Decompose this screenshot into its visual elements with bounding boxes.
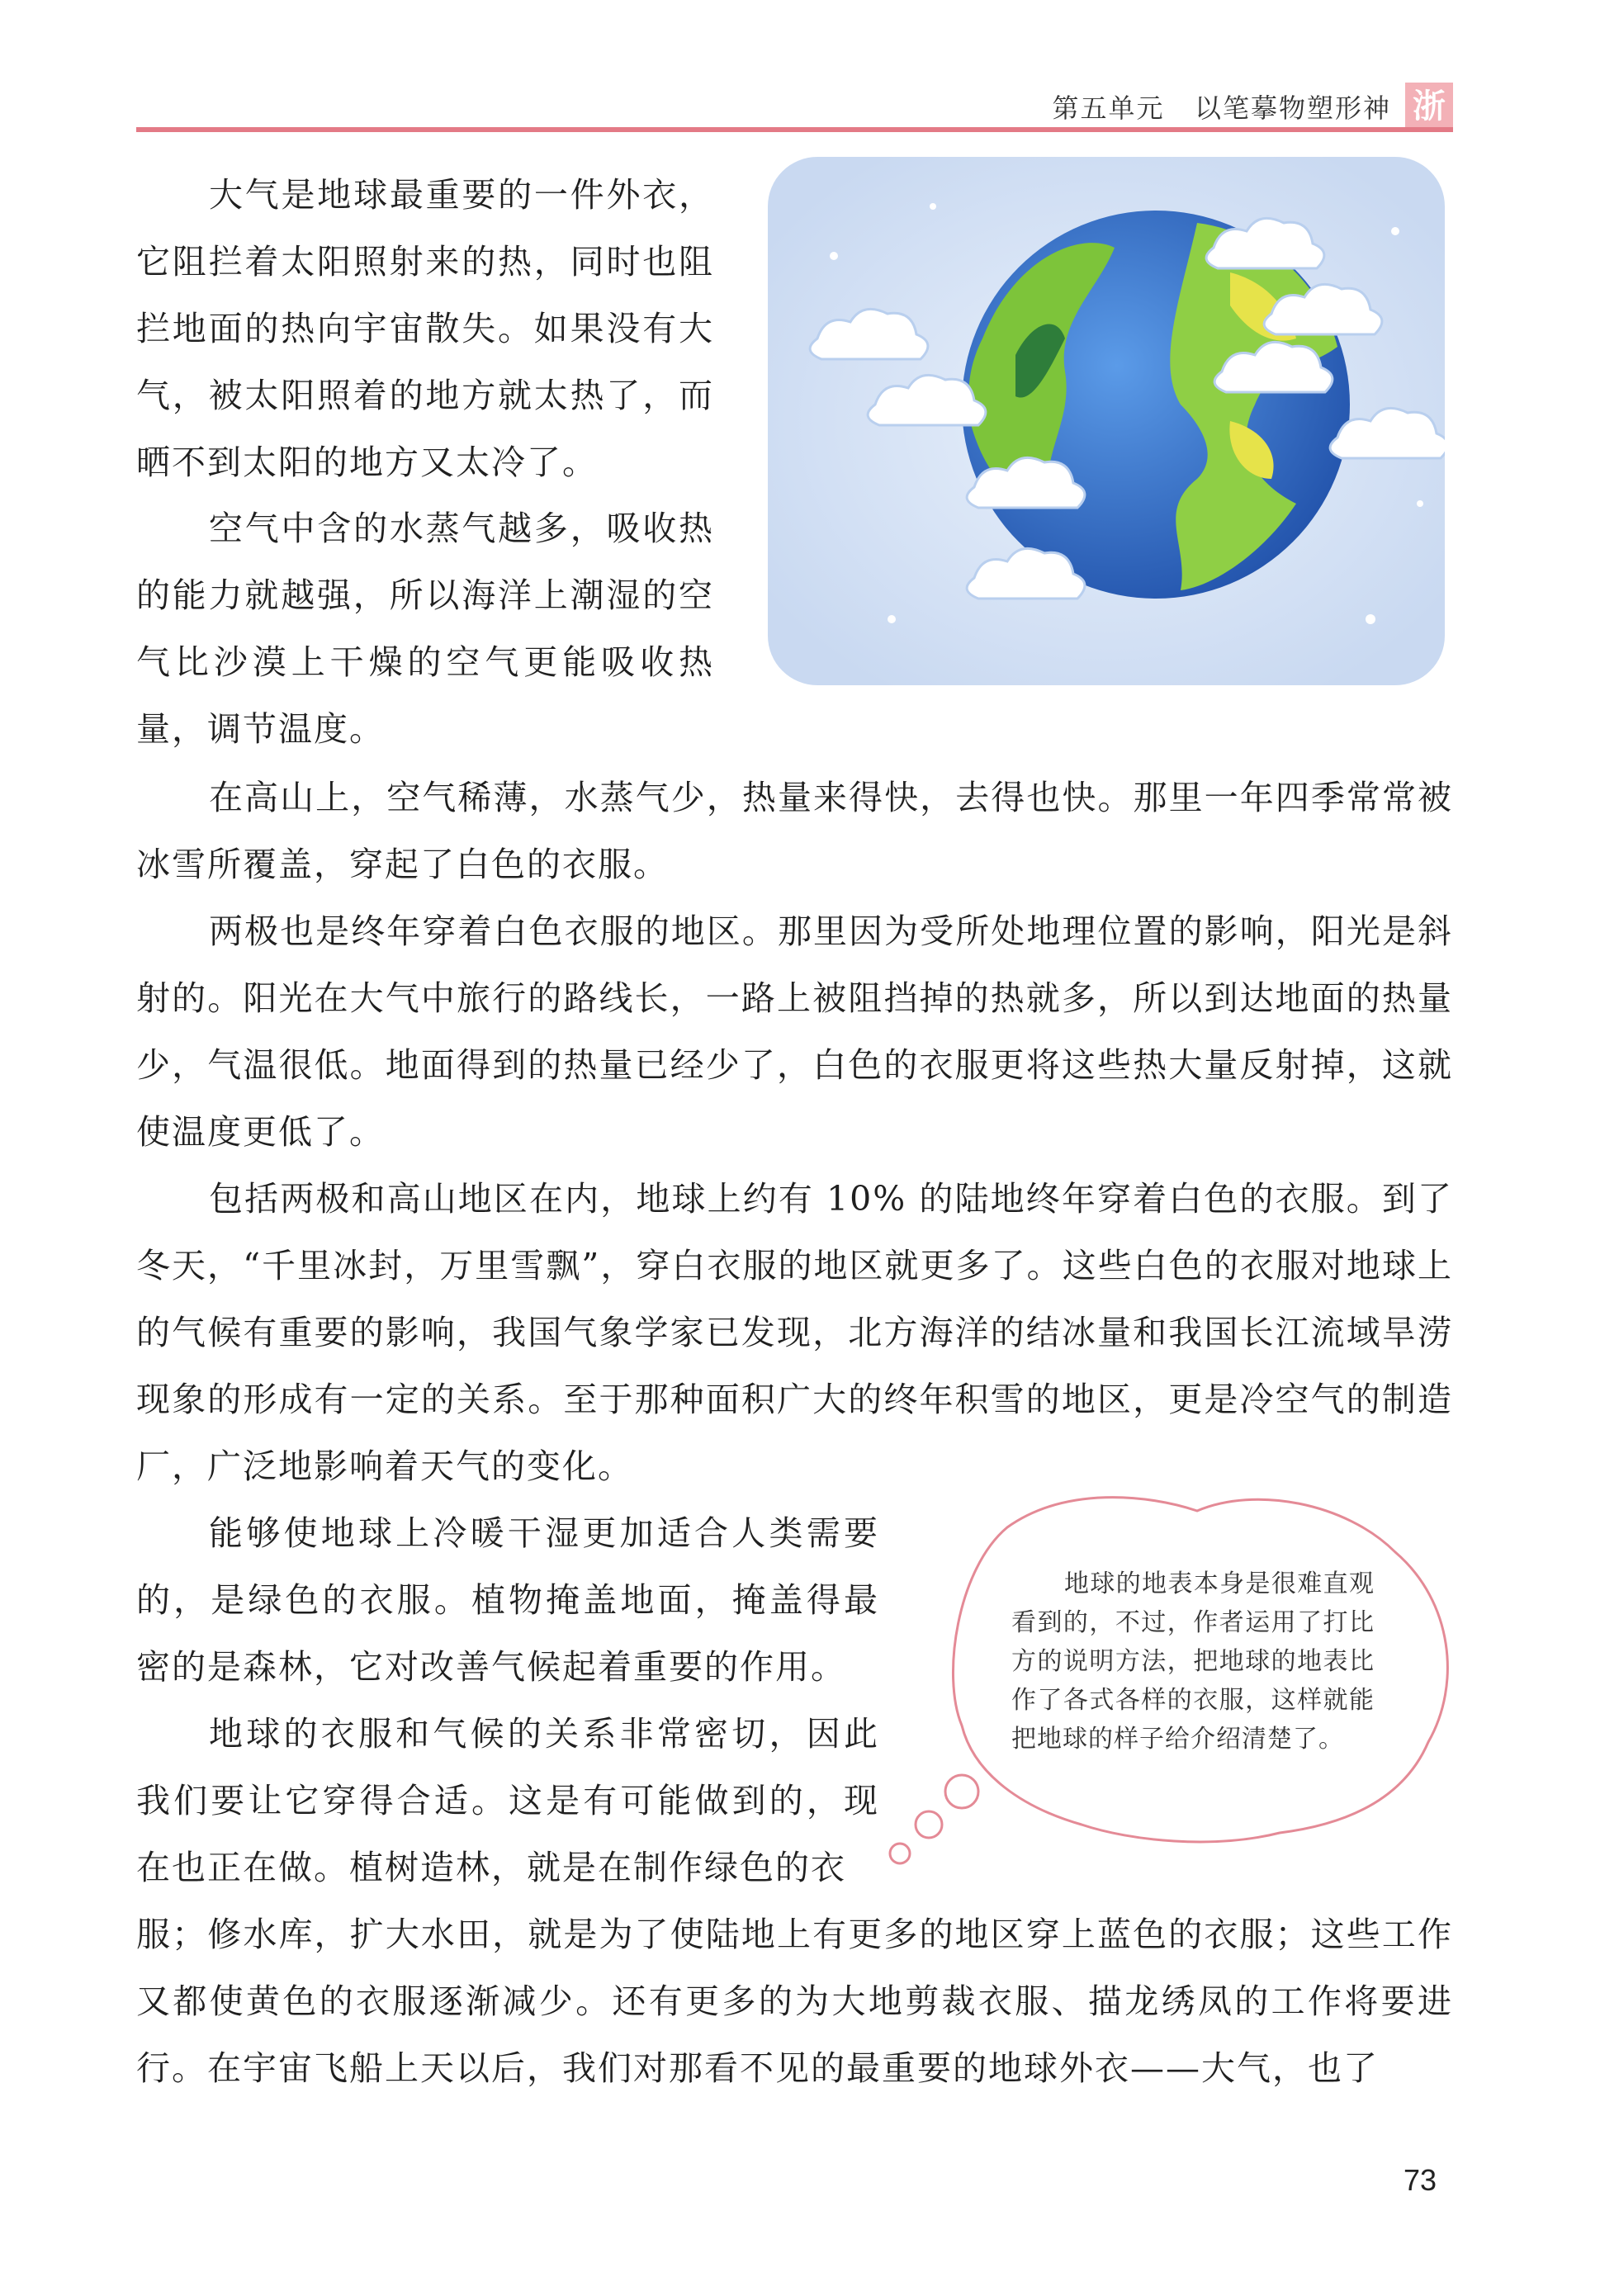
bubble-dot: [916, 1811, 942, 1838]
paragraph-atmosphere: 大气是地球最重要的一件外衣，它阻拦着太阳照射来的热，同时也阻拦地面的热向宇宙散失。如果没有大气，被太阳照着的地方就太热了，而晒不到太阳的地方又太冷了。: [136, 175, 714, 482]
side-note: 地球的地表本身是很难直观看到的，不过，作者运用了打比方的说明方法，把地球的地表比作了各式各样的衣服，这样就能把地球的样子给介绍清楚了。: [1011, 1569, 1375, 1754]
paragraph-green-clothes: 能够使地球上冷暖干湿更加适合人类需要的，是绿色的衣服。植物掩盖地面，掩盖得最密的是森林，它对改善气候起着重要的作用。: [136, 1513, 879, 1687]
paragraph-high-mountains: 在高山上，空气稀薄，水蒸气少，热量来得快，去得也快。那里一年四季常常被冰雪所覆盖，穿起了白色的衣服。: [136, 778, 1453, 884]
paragraph-fitting-clothes: 地球的衣服和气候的关系非常密切，因此我们要让它穿得合适。这是有可能做到的，现在也正在做。植树造林，就是在制作绿色的衣: [136, 1714, 879, 1887]
bubble-dot: [945, 1775, 978, 1808]
paragraph-water-vapor: 空气中含的水蒸气越多，吸收热的能力就越强，所以海洋上潮湿的空气比沙漠上干燥的空气更能吸收热量，调节温度。: [136, 509, 714, 749]
page-header: [136, 83, 1453, 134]
paragraph-poles: 两极也是终年穿着白色衣服的地区。那里因为受所处地理位置的影响，阳光是斜射的。阳光在大气中旅行的路线长，一路上被阻挡掉的热就多，所以到达地面的热量少，气温很低。地面得到的热量已经少了，白色的衣服更将这些热大量反射掉，这就使温度更低了。: [136, 911, 1453, 1152]
header-rule: [136, 127, 1453, 132]
paragraph-continued: 服；修水库，扩大水田，就是为了使陆地上有更多的地区穿上蓝色的衣服；这些工作又都使黄色的衣服逐渐减少。还有更多的为大地剪裁衣服、描龙绣凤的工作将要进行。在宇宙飞船上天以后，我们对那看不见的最重要的地球外衣——大气，也了: [136, 1915, 1453, 2088]
unit-theme: 以笔摹物塑形神: [1194, 92, 1391, 124]
unit-label: 第五单元: [1052, 92, 1165, 124]
unit-title: [1052, 88, 1391, 125]
paragraph-white-clothes: 包括两极和高山地区在内，地球上约有 10% 的陆地终年穿着白色的衣服。到了冬天，“千里冰封，万里雪飘”，穿白衣服的地区就更多了。这些白色的衣服对地球上的气候有重要的影响，我国气象学家已发现，北方海洋的结冰量和我国长江流域旱涝现象的形成有一定的关系。至于那种面积广大的终年积雪的地区，更是冷空气的制造厂，广泛地影响着天气的变化。: [136, 1179, 1453, 1486]
earth-illustration: [768, 157, 1445, 685]
region-badge: 浙: [1405, 83, 1453, 130]
bubble-dot: [890, 1844, 910, 1863]
page-number: 73: [1404, 2163, 1437, 2197]
